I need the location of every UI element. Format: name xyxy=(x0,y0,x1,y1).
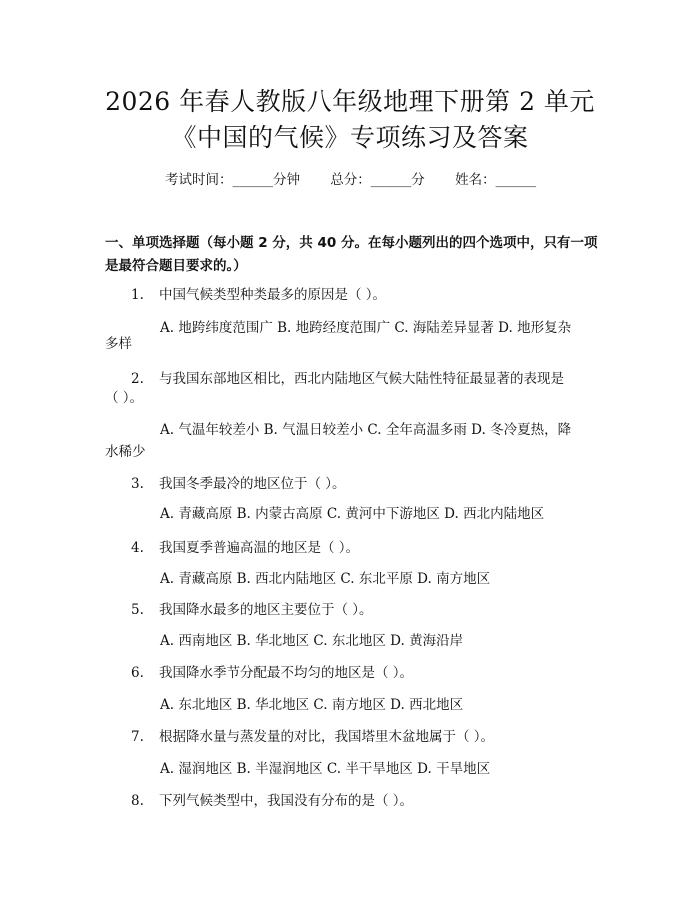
question-8 xyxy=(131,789,413,809)
exam-time: 考试时间：______分钟 xyxy=(165,172,300,188)
section-heading: 一、单项选择题（每小题 2 分，共 40 分。在每小题列出的四个选项中，只有一项是最符合题目要求的。） xyxy=(105,235,598,274)
question-6 xyxy=(131,661,413,681)
question-2-options: A. 气温年较差小 B. 气温日较差小 C. 全年高温多雨 D. 冬冷夏热，降 xyxy=(160,422,572,438)
question-2-stem-cont: （ ）。 xyxy=(105,390,144,406)
question-1-options-cont: 多样 xyxy=(105,336,132,352)
question-6-options: A. 东北地区 B. 华北地区 C. 南方地区 D. 西北地区 xyxy=(160,697,464,713)
question-7-options: A. 湿润地区 B. 半湿润地区 C. 半干旱地区 D. 干旱地区 xyxy=(160,761,491,777)
question-number: 2. xyxy=(131,371,144,387)
question-stem: 我国降水季节分配最不均匀的地区是（ ）。 xyxy=(159,665,414,681)
student-name: 姓名：______ xyxy=(455,172,537,188)
question-number: 6. xyxy=(131,665,144,681)
question-stem: 中国气候类型种类最多的原因是（ ）。 xyxy=(159,287,387,303)
question-stem: 与我国东部地区相比，西北内陆地区气候大陆性特征最显著的表现是 xyxy=(159,371,564,387)
question-number: 5. xyxy=(131,602,144,618)
question-stem: 我国降水最多的地区主要位于（ ）。 xyxy=(159,602,373,618)
question-number: 1. xyxy=(131,287,144,303)
question-7 xyxy=(131,725,494,745)
question-3 xyxy=(131,472,346,492)
question-4-options: A. 青藏高原 B. 西北内陆地区 C. 东北平原 D. 南方地区 xyxy=(160,571,491,587)
exam-info xyxy=(165,168,562,188)
question-stem: 根据降水量与蒸发量的对比，我国塔里木盆地属于（ ）。 xyxy=(159,729,495,745)
title-line-1: 2026 年春人教版八年级地理下册第 2 单元 xyxy=(105,87,595,116)
question-1 xyxy=(131,283,386,303)
question-5 xyxy=(131,598,373,618)
question-5-options: A. 西南地区 B. 华北地区 C. 东北地区 D. 黄海沿岸 xyxy=(160,633,464,649)
question-number: 3. xyxy=(131,476,144,492)
question-number: 7. xyxy=(131,729,144,745)
question-2 xyxy=(131,367,564,387)
question-stem: 下列气候类型中，我国没有分布的是（ ）。 xyxy=(159,793,414,809)
question-stem: 我国冬季最冷的地区位于（ ）。 xyxy=(159,476,346,492)
exam-total-score: 总分：______分 xyxy=(330,172,425,188)
title-line-2: 《中国的气候》专项练习及答案 xyxy=(171,123,529,152)
question-4 xyxy=(131,536,359,556)
question-2-options-cont: 水稀少 xyxy=(105,444,146,460)
question-3-options: A. 青藏高原 B. 内蒙古高原 C. 黄河中下游地区 D. 西北内陆地区 xyxy=(160,506,545,522)
question-stem: 我国夏季普遍高温的地区是（ ）。 xyxy=(159,540,360,556)
question-1-options: A. 地跨纬度范围广 B. 地跨经度范围广 C. 海陆差异显著 D. 地形复杂 xyxy=(160,320,572,336)
question-number: 8. xyxy=(131,793,144,809)
question-number: 4. xyxy=(131,540,144,556)
